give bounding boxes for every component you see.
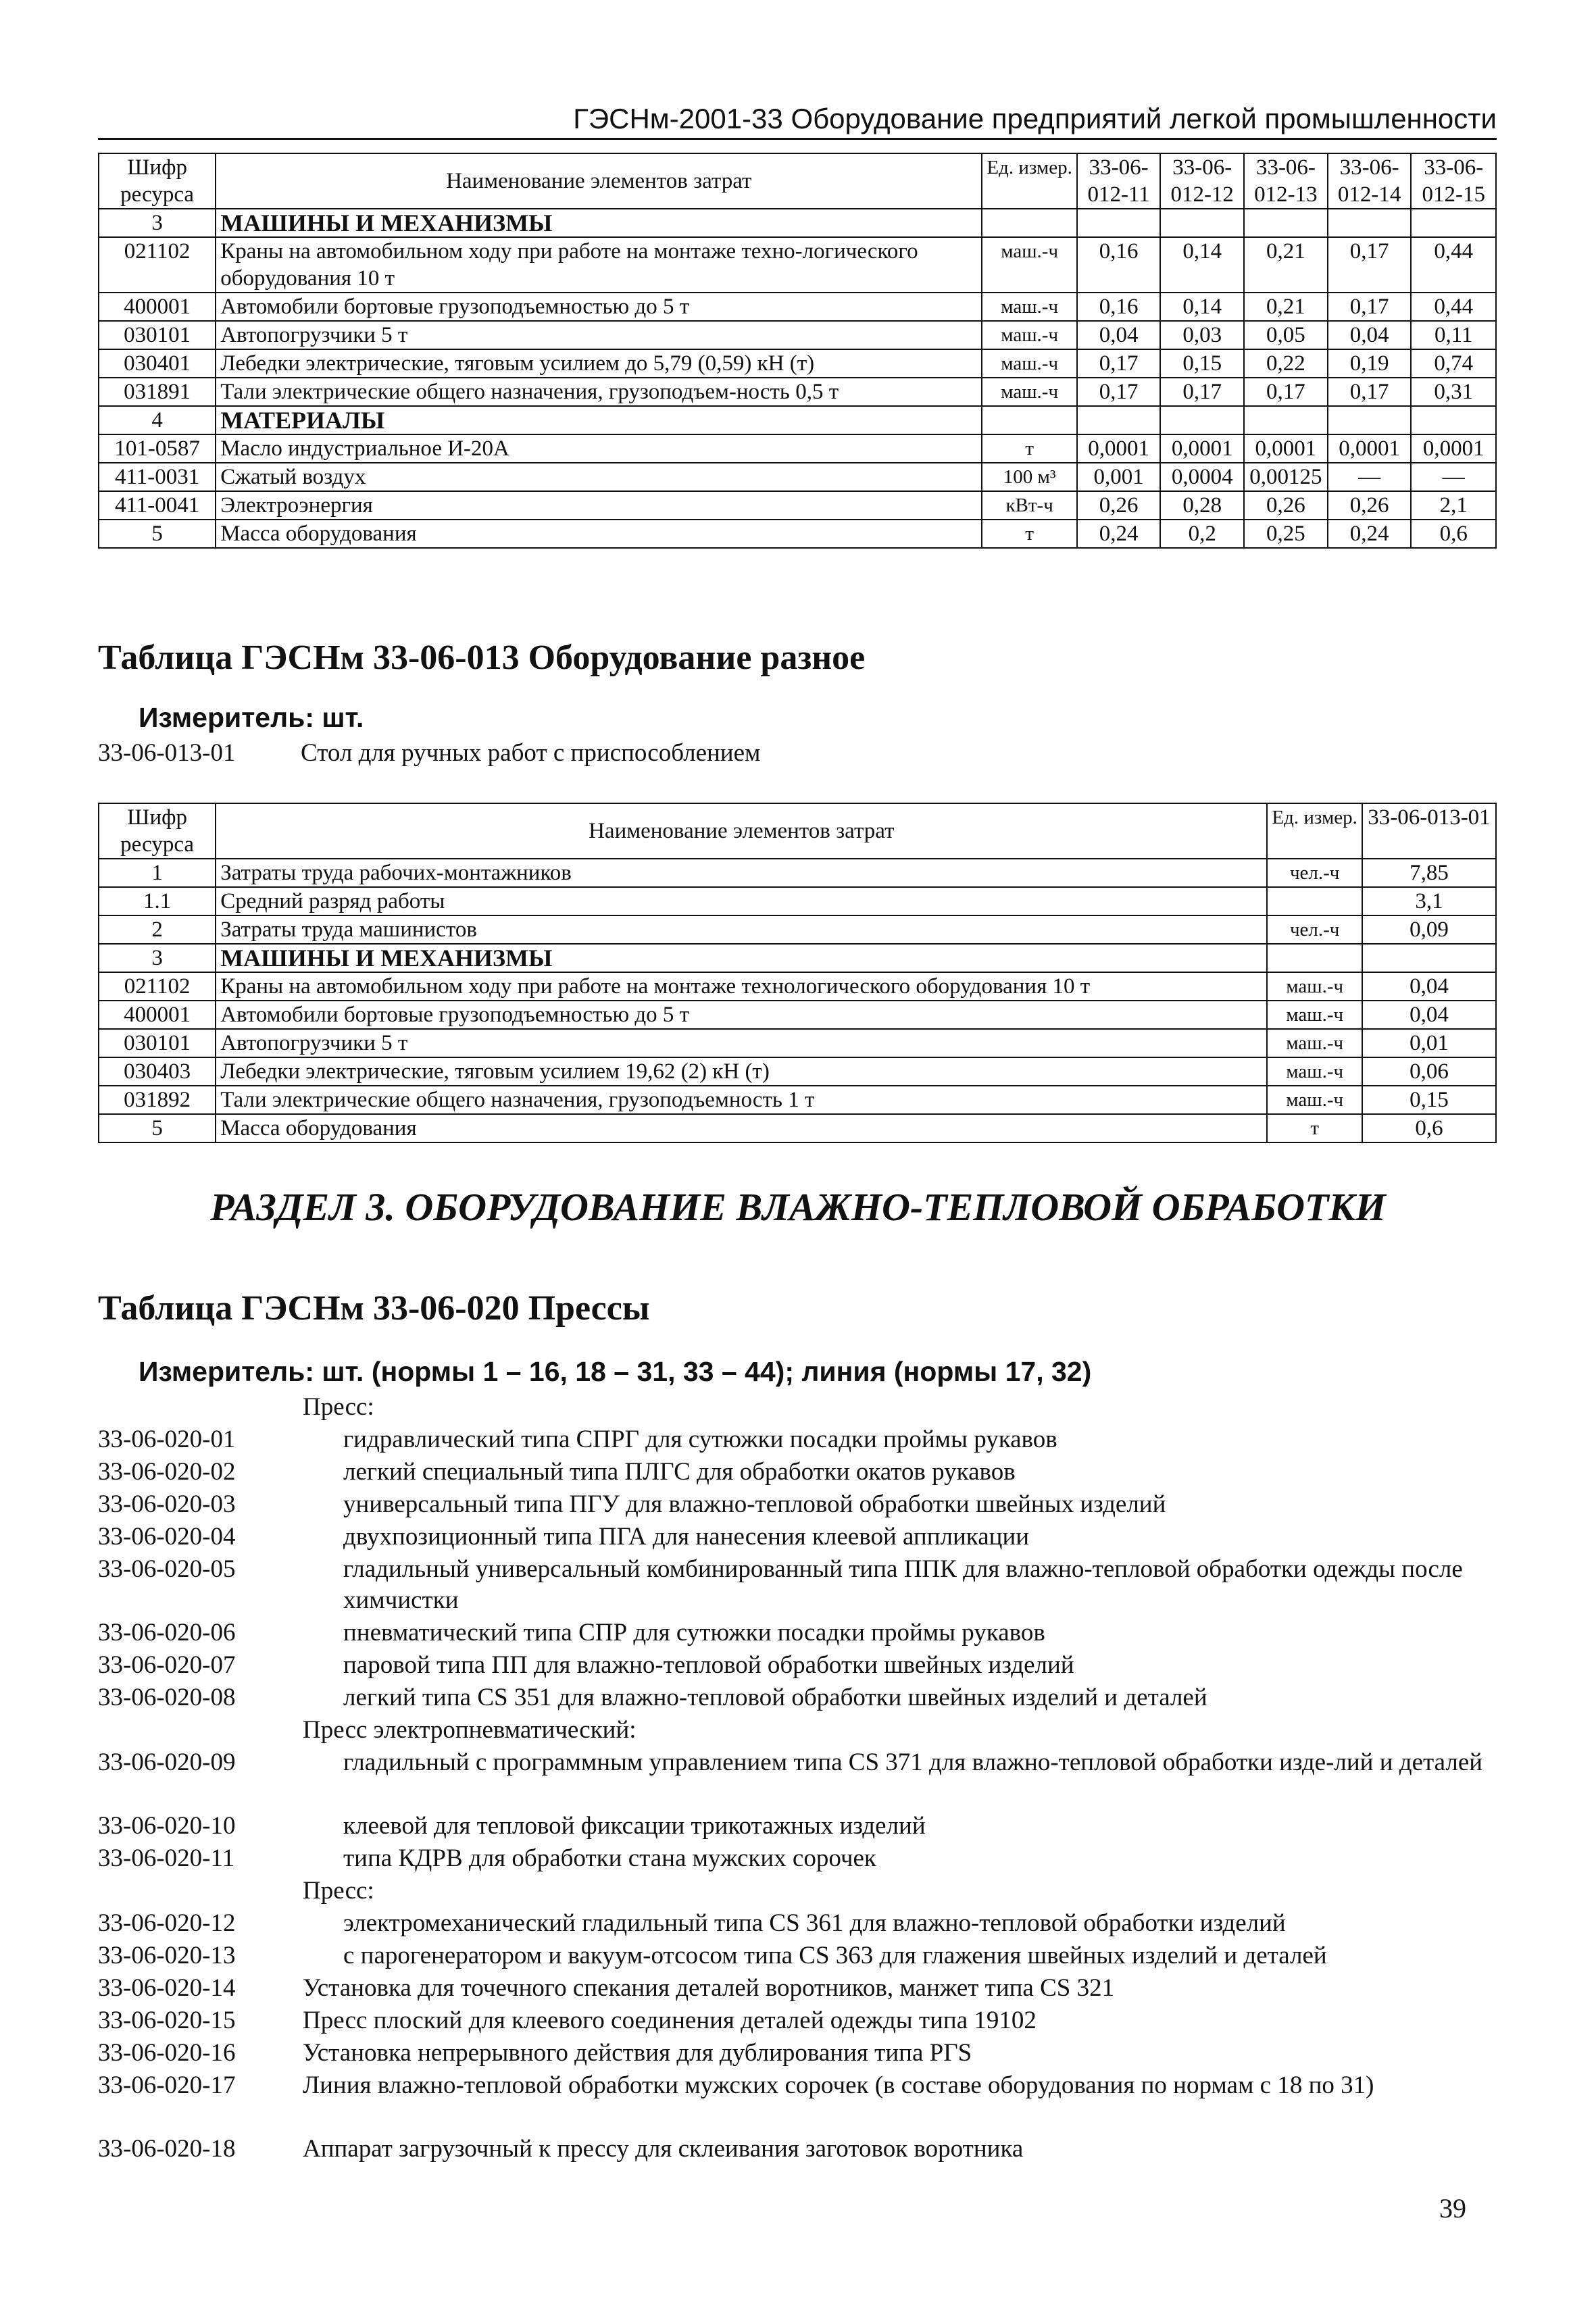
resource-code: 021102 [99, 972, 216, 1001]
norm-item [98, 1682, 1497, 1713]
resource-code: 5 [99, 520, 216, 548]
resource-code: 101-0587 [99, 434, 216, 463]
table-row [99, 1029, 1496, 1057]
resource-unit: маш.-ч [982, 237, 1077, 293]
page-header: ГЭСНм-2001-33 Оборудование предприятий легкой промышленности [573, 103, 1497, 134]
resource-name: Автомобили бортовые грузоподъемностью до 5 т [216, 1001, 1267, 1029]
header-norm-column: 33-06-013-01 [1362, 803, 1496, 859]
resource-value: 0,26 [1077, 491, 1161, 520]
norm-name: Пресс: [303, 1393, 374, 1421]
section-row [99, 209, 1496, 237]
resource-value: 0,0001 [1077, 434, 1161, 463]
header-norm-column: 33-06-012-14 [1328, 153, 1412, 209]
resource-value: — [1411, 463, 1496, 491]
resource-code: 4 [99, 406, 216, 434]
resource-value: 0,74 [1411, 349, 1496, 378]
resource-value: 0,11 [1411, 321, 1496, 349]
resource-unit: маш.-ч [982, 349, 1077, 378]
norm-name: Аппарат загрузочный к прессу для склеивания заготовок воротника [303, 2135, 1024, 2163]
resource-value: 0,19 [1328, 349, 1412, 378]
resource-name: Масло индустриальное И-20А [216, 434, 982, 463]
norm-item [98, 1457, 1497, 1488]
table-header-row [99, 153, 1496, 209]
norm-name: пневматический типа СПР для сутюжки посадки проймы рукавов [343, 1619, 1045, 1646]
norm-name: клеевой для тепловой фиксации трикотажных изделий [343, 1812, 926, 1840]
table-row [99, 1057, 1496, 1086]
norm-name: Установка непрерывного действия для дублирования типа PГS [303, 2039, 972, 2067]
resource-unit: маш.-ч [1267, 1086, 1362, 1114]
header-norm-column: 33-06-012-12 [1160, 153, 1244, 209]
resource-value [1160, 406, 1244, 434]
resource-value: 0,17 [1328, 293, 1412, 321]
norm-code: 33-06-020-15 [98, 2007, 236, 2034]
resource-code: 3 [99, 944, 216, 972]
resource-name: Тали электрические общего назначения, грузоподъем-ность 0,5 т [216, 378, 982, 406]
resource-name: Автопогрузчики 5 т [216, 321, 982, 349]
resource-value: 0,16 [1077, 237, 1161, 293]
resource-name: Затраты труда рабочих-монтажников [216, 859, 1267, 887]
norm-code: 33-06-020-16 [98, 2039, 236, 2067]
resource-value: 0,22 [1244, 349, 1328, 378]
resource-value [1244, 209, 1328, 237]
table-header-row [99, 803, 1496, 859]
resource-name: Краны на автомобильном ходу при работе на монтаже техно-логического оборудования 10 т [216, 237, 982, 293]
resource-unit: маш.-ч [1267, 972, 1362, 1001]
resource-name: МАШИНЫ И МЕХАНИЗМЫ [216, 209, 982, 237]
resource-value: 0,17 [1160, 378, 1244, 406]
resource-code: 1 [99, 859, 216, 887]
norm-code: 33-06-020-04 [98, 1523, 236, 1551]
norm-item [98, 1908, 1497, 1939]
resource-code: 031892 [99, 1086, 216, 1114]
resource-value: 0,28 [1160, 491, 1244, 520]
resource-code: 400001 [99, 293, 216, 321]
section-row [99, 944, 1496, 972]
resource-name: Тали электрические общего назначения, грузоподъемность 1 т [216, 1086, 1267, 1114]
resource-value: 0,21 [1244, 293, 1328, 321]
page-number: 39 [1439, 2193, 1466, 2223]
resource-value: 0,01 [1362, 1029, 1496, 1057]
header-norm-column: 33-06-012-13 [1244, 153, 1328, 209]
resource-value: 0,09 [1362, 915, 1496, 944]
norm-code: 33-06-013-01 [98, 739, 236, 767]
norm-item [98, 2038, 1497, 2069]
section-heading: РАЗДЕЛ 3. ОБОРУДОВАНИЕ ВЛАЖНО-ТЕПЛОВОЙ ОБРАБОТКИ [210, 1185, 1386, 1229]
resource-code: 5 [99, 1114, 216, 1142]
resource-value [1328, 406, 1412, 434]
resource-value: 2,1 [1411, 491, 1496, 520]
resource-value: 0,04 [1328, 321, 1412, 349]
norm-code: 33-06-020-14 [98, 1974, 236, 2002]
resource-name: Масса оборудования [216, 520, 982, 548]
resource-unit: 100 м³ [982, 463, 1077, 491]
resource-value: 0,04 [1077, 321, 1161, 349]
resource-table-012 [98, 153, 1497, 549]
resource-value: 0,04 [1362, 1001, 1496, 1029]
resource-value [1077, 406, 1161, 434]
resource-value: 0,17 [1077, 349, 1161, 378]
resource-value: 3,1 [1362, 887, 1496, 915]
resource-unit [1267, 887, 1362, 915]
norm-name: гидравлический типа СПРГ для сутюжки посадки проймы рукавов [343, 1426, 1057, 1453]
resource-code: 030101 [99, 1029, 216, 1057]
resource-unit [982, 406, 1077, 434]
resource-value: 0,2 [1160, 520, 1244, 548]
table-row [99, 321, 1496, 349]
norm-code: 33-06-020-10 [98, 1812, 236, 1840]
norm-code: 33-06-020-03 [98, 1490, 236, 1518]
resource-unit: чел.-ч [1267, 915, 1362, 944]
norm-code: 33-06-020-01 [98, 1426, 236, 1453]
norm-item [98, 1392, 1497, 1423]
resource-code: 031891 [99, 378, 216, 406]
resource-unit: маш.-ч [982, 321, 1077, 349]
resource-unit: кВт-ч [982, 491, 1077, 520]
table-row [99, 1114, 1496, 1142]
resource-value: 0,0004 [1160, 463, 1244, 491]
norm-item [98, 1650, 1497, 1681]
table-row [99, 887, 1496, 915]
resource-table-013 [98, 803, 1497, 1143]
resource-value [1362, 944, 1496, 972]
norm-item [98, 2134, 1497, 2165]
norm-item [98, 1715, 1497, 1746]
norm-item [98, 738, 1497, 769]
norm-name: универсальный типа ПГУ для влажно-тепловой обработки швейных изделий [343, 1490, 1166, 1518]
resource-value: 0,04 [1362, 972, 1496, 1001]
resource-name: Лебедки электрические, тяговым усилием до 5,79 (0,59) кН (т) [216, 349, 982, 378]
norm-name: Пресс плоский для клеевого соединения деталей одежды типа 19102 [303, 2007, 1037, 2034]
norm-name: Линия влажно-тепловой обработки мужских сорочек (в составе оборудования по нормам с 18 по 31) [303, 2071, 1374, 2099]
resource-value: 0,15 [1160, 349, 1244, 378]
norm-name: двухпозиционный типа ПГА для нанесения клеевой аппликации [343, 1523, 1030, 1551]
norm-item [98, 2070, 1497, 2132]
norm-code: 33-06-020-05 [98, 1555, 236, 1583]
resource-code: 411-0041 [99, 491, 216, 520]
norm-item [98, 1424, 1497, 1455]
resource-value: 0,26 [1244, 491, 1328, 520]
norm-code: 33-06-020-09 [98, 1749, 236, 1776]
norm-name: гладильный универсальный комбинированный типа ППК для влажно-тепловой обработки одежды после химчистки [343, 1555, 1463, 1614]
table-row [99, 1001, 1496, 1029]
norm-name: электромеханический гладильный типа CS 361 для влажно-тепловой обработки изделий [343, 1909, 1286, 1937]
norm-name: Стол для ручных работ с приспособлением [301, 739, 761, 767]
header-code: Шифр ресурса [99, 153, 216, 209]
resource-value: 0,6 [1362, 1114, 1496, 1142]
resource-name: Электроэнергия [216, 491, 982, 520]
norm-code: 33-06-020-02 [98, 1458, 236, 1486]
norm-name: легкий специальный типа ПЛГС для обработки окатов рукавов [343, 1458, 1016, 1486]
norm-code: 33-06-020-13 [98, 1942, 236, 1969]
table-row [99, 349, 1496, 378]
resource-name: МАТЕРИАЛЫ [216, 406, 982, 434]
resource-name: Лебедки электрические, тяговым усилием 19,62 (2) кН (т) [216, 1057, 1267, 1086]
norm-item [98, 1521, 1497, 1553]
resource-value: 0,6 [1411, 520, 1496, 548]
header-code: Шифр ресурса [99, 803, 216, 859]
resource-value: 0,25 [1244, 520, 1328, 548]
norm-name: гладильный с программным управлением типа CS 371 для влажно-тепловой обработки изде-лий и деталей [343, 1749, 1483, 1776]
header-rule [98, 138, 1497, 140]
table-row [99, 1086, 1496, 1114]
resource-value: 0,44 [1411, 237, 1496, 293]
resource-value: 0,15 [1362, 1086, 1496, 1114]
meter-013: Измеритель: шт. [139, 702, 364, 733]
norm-code: 33-06-020-06 [98, 1619, 236, 1646]
resource-value: 0,17 [1328, 378, 1412, 406]
norm-name: Пресс: [303, 1877, 374, 1905]
section-row [99, 406, 1496, 434]
resource-unit: маш.-ч [982, 293, 1077, 321]
meter-020: Измеритель: шт. (нормы 1 – 16, 18 – 31, 33 – 44); линия (нормы 17, 32) [139, 1356, 1092, 1387]
table-row [99, 859, 1496, 887]
resource-value [1244, 406, 1328, 434]
resource-value: 0,06 [1362, 1057, 1496, 1086]
resource-value: 0,03 [1160, 321, 1244, 349]
norm-name: паровой типа ПП для влажно-тепловой обработки швейных изделий [343, 1651, 1074, 1679]
norm-item [98, 1843, 1497, 1874]
norm-item [98, 1973, 1497, 2004]
resource-value [1160, 209, 1244, 237]
table-row [99, 972, 1496, 1001]
resource-value: 0,31 [1411, 378, 1496, 406]
resource-value: 0,00125 [1244, 463, 1328, 491]
resource-value: 0,0001 [1160, 434, 1244, 463]
resource-value [1077, 209, 1161, 237]
resource-value: — [1328, 463, 1412, 491]
resource-code: 030401 [99, 349, 216, 378]
norm-item [98, 1876, 1497, 1907]
norm-name: Пресс электропневматический: [303, 1716, 637, 1744]
resource-code: 3 [99, 209, 216, 237]
resource-code: 021102 [99, 237, 216, 293]
norm-code: 33-06-020-11 [98, 1844, 235, 1872]
norm-item [98, 1811, 1497, 1842]
resource-name: Масса оборудования [216, 1114, 1267, 1142]
resource-code: 411-0031 [99, 463, 216, 491]
resource-value [1411, 406, 1496, 434]
resource-value: 0,17 [1328, 237, 1412, 293]
resource-value: 0,14 [1160, 293, 1244, 321]
resource-unit: маш.-ч [982, 378, 1077, 406]
norm-item [98, 1747, 1497, 1809]
resource-value: 0,24 [1077, 520, 1161, 548]
table-row [99, 237, 1496, 293]
resource-value: 0,44 [1411, 293, 1496, 321]
resource-value: 0,24 [1328, 520, 1412, 548]
resource-value: 7,85 [1362, 859, 1496, 887]
resource-value [1411, 209, 1496, 237]
resource-name: Средний разряд работы [216, 887, 1267, 915]
resource-name: МАШИНЫ И МЕХАНИЗМЫ [216, 944, 1267, 972]
resource-unit: т [982, 520, 1077, 548]
resource-value: 0,0001 [1244, 434, 1328, 463]
resource-unit [1267, 944, 1362, 972]
resource-unit: т [1267, 1114, 1362, 1142]
norm-name: типа КДРВ для обработки стана мужских сорочек [343, 1844, 876, 1872]
table-title-013: Таблица ГЭСНм 33-06-013 Оборудование разное [98, 638, 866, 677]
resource-name: Сжатый воздух [216, 463, 982, 491]
norm-code: 33-06-020-12 [98, 1909, 236, 1937]
resource-name: Краны на автомобильном ходу при работе на монтаже технологического оборудования 10 т [216, 972, 1267, 1001]
resource-value [1328, 209, 1412, 237]
resource-value: 0,14 [1160, 237, 1244, 293]
table-row [99, 520, 1496, 548]
table-title-020: Таблица ГЭСНм 33-06-020 Прессы [98, 1289, 650, 1328]
resource-name: Автомобили бортовые грузоподъемностью до 5 т [216, 293, 982, 321]
norm-code: 33-06-020-07 [98, 1651, 236, 1679]
resource-code: 1.1 [99, 887, 216, 915]
resource-value: 0,0001 [1328, 434, 1412, 463]
header-norm-column: 33-06-012-11 [1077, 153, 1161, 209]
resource-code: 400001 [99, 1001, 216, 1029]
resource-value: 0,21 [1244, 237, 1328, 293]
norm-name: Установка для точечного спекания деталей воротников, манжет типа CS 321 [303, 1974, 1115, 2002]
norm-item [98, 1940, 1497, 1971]
norm-name: с парогенератором и вакуум-отсосом типа CS 363 для глажения швейных изделий и деталей [343, 1942, 1327, 1969]
resource-value: 0,0001 [1411, 434, 1496, 463]
resource-value: 0,17 [1244, 378, 1328, 406]
resource-unit: маш.-ч [1267, 1029, 1362, 1057]
resource-name: Затраты труда машинистов [216, 915, 1267, 944]
header-unit: Ед. измер. [982, 153, 1077, 209]
resource-unit: т [982, 434, 1077, 463]
resource-value: 0,26 [1328, 491, 1412, 520]
resource-unit: чел.-ч [1267, 859, 1362, 887]
norm-item [98, 1489, 1497, 1520]
resource-unit: маш.-ч [1267, 1057, 1362, 1086]
norm-code: 33-06-020-17 [98, 2071, 236, 2099]
table-row [99, 434, 1496, 463]
resource-value: 0,17 [1077, 378, 1161, 406]
resource-unit [982, 209, 1077, 237]
norm-code: 33-06-020-08 [98, 1684, 236, 1711]
norm-item [98, 1617, 1497, 1649]
resource-value: 0,16 [1077, 293, 1161, 321]
norm-name: легкий типа CS 351 для влажно-тепловой обработки швейных изделий и деталей [343, 1684, 1207, 1711]
table-row [99, 915, 1496, 944]
resource-code: 030403 [99, 1057, 216, 1086]
resource-value: 0,05 [1244, 321, 1328, 349]
header-unit: Ед. измер. [1267, 803, 1362, 859]
table-row [99, 293, 1496, 321]
resource-value: 0,001 [1077, 463, 1161, 491]
resource-unit: маш.-ч [1267, 1001, 1362, 1029]
table-row [99, 378, 1496, 406]
header-norm-column: 33-06-012-15 [1411, 153, 1496, 209]
header-name: Наименование элементов затрат [216, 803, 1267, 859]
resource-code: 030101 [99, 321, 216, 349]
resource-name: Автопогрузчики 5 т [216, 1029, 1267, 1057]
table-row [99, 491, 1496, 520]
norm-item [98, 1554, 1497, 1616]
header-name: Наименование элементов затрат [216, 153, 982, 209]
norm-code: 33-06-020-18 [98, 2135, 236, 2163]
resource-code: 2 [99, 915, 216, 944]
table-row [99, 463, 1496, 491]
norm-item [98, 2005, 1497, 2036]
